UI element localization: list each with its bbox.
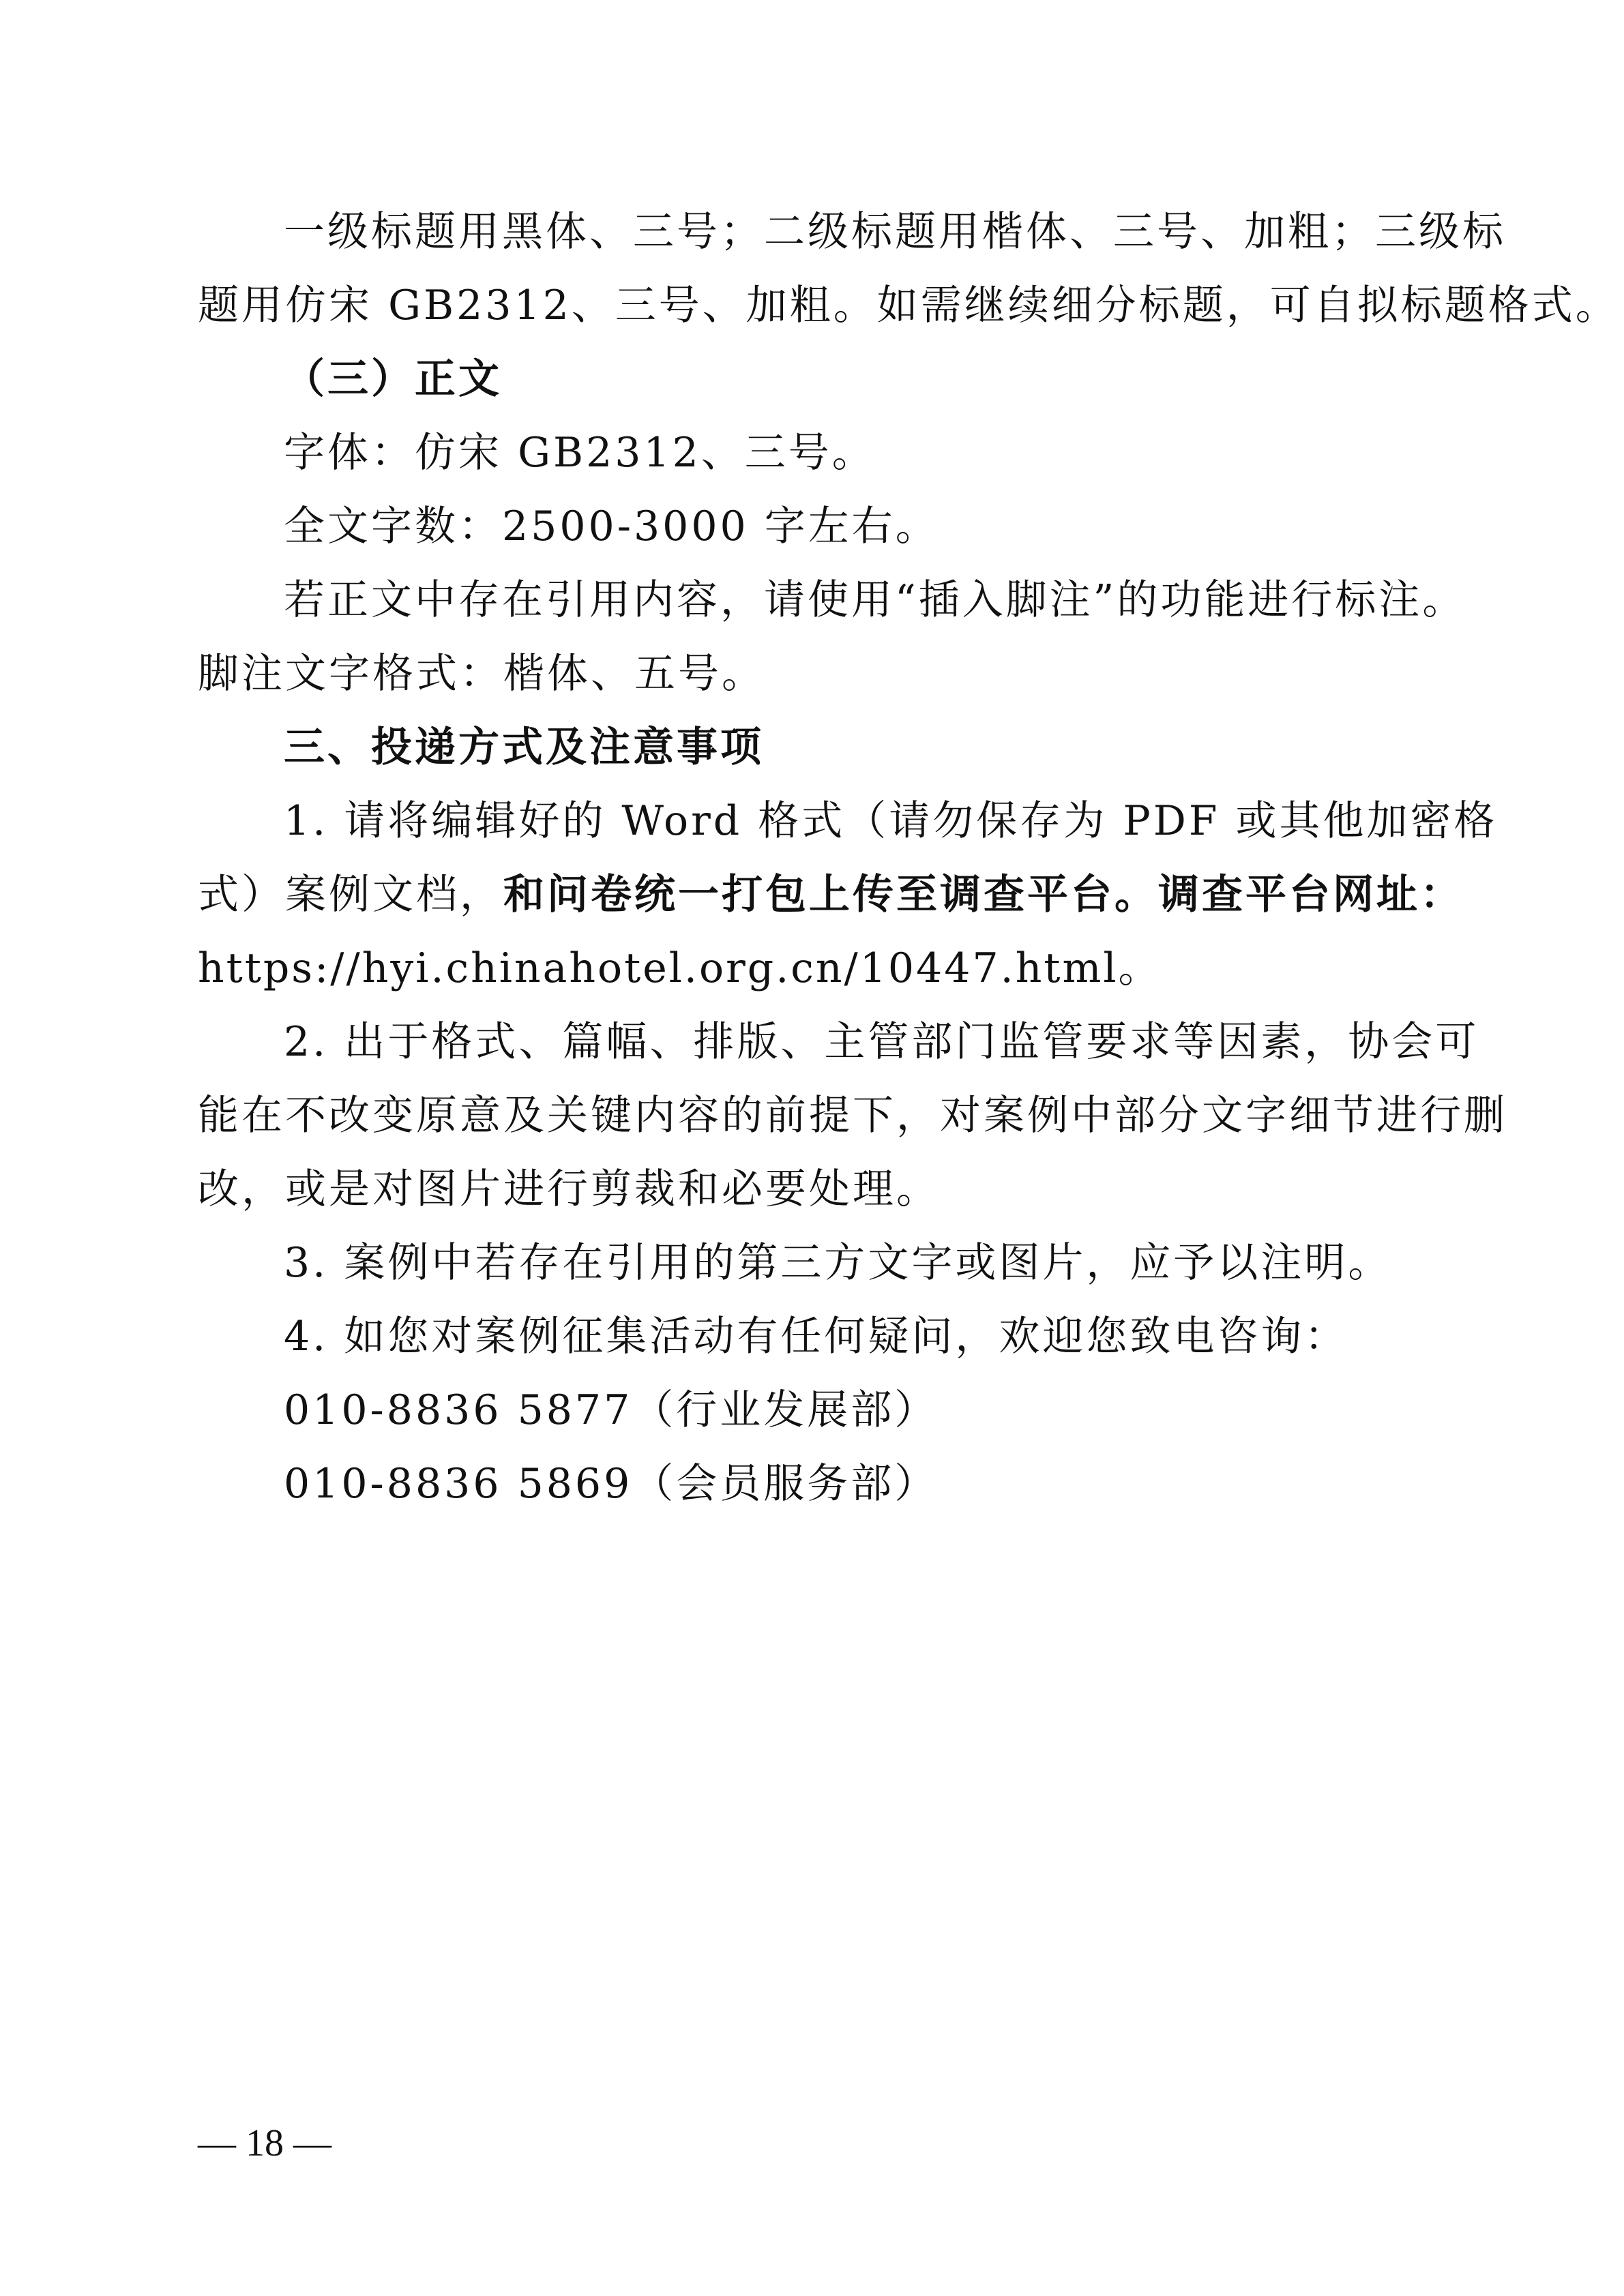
item-4: 4. 如您对案例征集活动有任何疑问，欢迎您致电咨询： xyxy=(284,1313,1348,1360)
survey-platform-url[interactable]: https://hyi.chinahotel.org.cn/10447.html。 xyxy=(198,944,1162,992)
citation-rule-line-1: 若正文中存在引用内容，请使用“插入脚注”的功能进行标注。 xyxy=(284,576,1466,624)
item-2-line-2: 能在不改变原意及关键内容的前提下，对案例中部分文字细节进行删 xyxy=(198,1092,1507,1139)
delivery-section-title: 三、投递方式及注意事项 xyxy=(284,724,764,771)
item-1-line-2 xyxy=(198,867,1464,922)
phone-industry-development: 010-8836 5877（行业发展部） xyxy=(284,1386,939,1434)
item-1-line-2-bold: 和问卷统一打包上传至调查平台。调查平台网址： xyxy=(503,871,1464,919)
word-count-rule: 全文字数：2500-3000 字左右。 xyxy=(284,503,939,550)
page-number: — 18 — xyxy=(198,2122,331,2164)
phone-member-services: 010-8836 5869（会员服务部） xyxy=(284,1460,939,1508)
section-body-title: （三）正文 xyxy=(284,355,502,403)
citation-rule-line-2: 脚注文字格式：楷体、五号。 xyxy=(198,650,765,698)
item-2-line-1: 2. 出于格式、篇幅、排版、主管部门监管要求等因素，协会可 xyxy=(284,1018,1479,1066)
heading-format-line-2: 题用仿宋 GB2312、三号、加粗。如需继续细分标题，可自拟标题格式。 xyxy=(198,282,1619,329)
item-1-line-1: 1. 请将编辑好的 Word 格式（请勿保存为 PDF 或其他加密格 xyxy=(284,797,1498,845)
item-3: 3. 案例中若存在引用的第三方文字或图片，应予以注明。 xyxy=(284,1239,1392,1287)
item-2-line-3: 改，或是对图片进行剪裁和必要处理。 xyxy=(198,1165,940,1213)
font-rule: 字体：仿宋 GB2312、三号。 xyxy=(284,429,876,477)
item-1-line-2-normal: 式）案例文档， xyxy=(198,871,503,919)
heading-format-line-1: 一级标题用黑体、三号；二级标题用楷体、三号、加粗；三级标 xyxy=(284,208,1506,256)
